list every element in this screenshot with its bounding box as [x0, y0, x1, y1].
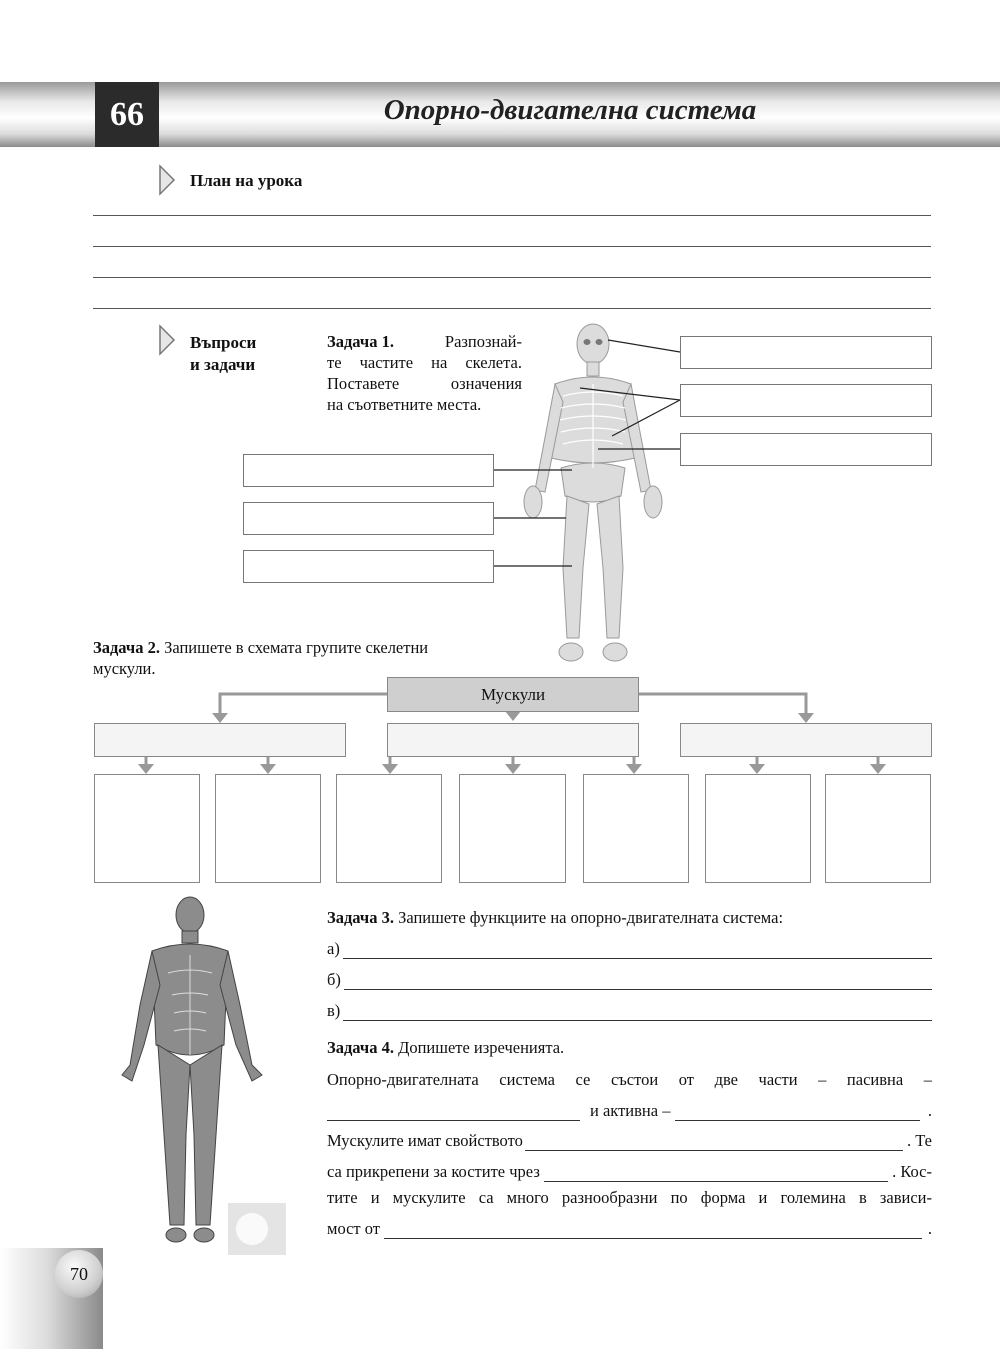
- plan-label: План на урока: [190, 171, 303, 190]
- task4-s1: Опорно-двигателната система се състои от две части – пасивна –: [327, 1070, 932, 1089]
- muscle-group-box-1[interactable]: [94, 723, 346, 757]
- page-title: Опорно-двигателна система: [383, 94, 757, 126]
- task3-item-a-answer-line[interactable]: [343, 944, 932, 959]
- task4-sentence-1: [327, 1069, 932, 1090]
- task3-item-c: [327, 1000, 932, 1021]
- muscle-group-box-3[interactable]: [680, 723, 932, 757]
- task3-title: Задача 3.: [327, 908, 394, 927]
- task4-period-2: .: [927, 1219, 932, 1238]
- task4-active-answer-line[interactable]: [675, 1106, 919, 1121]
- muscle-sub-box-1[interactable]: [94, 774, 200, 883]
- page-number: [55, 1250, 103, 1298]
- muscular-figure-illustration: [112, 895, 287, 1255]
- task4-s6: . Кос-: [892, 1162, 932, 1181]
- task4-s8: мост от: [327, 1219, 381, 1238]
- muscle-sub-box-7[interactable]: [825, 774, 931, 883]
- task2-line1: Запишете в схемата групите скелетни: [164, 638, 429, 657]
- muscle-sub-box-6[interactable]: [705, 774, 811, 883]
- task4-text: Допишете изреченията.: [398, 1038, 565, 1057]
- task4-line-2: [327, 1100, 932, 1121]
- task4-line-5: [327, 1187, 932, 1208]
- task4-s3: Мускулите имат свойството: [327, 1131, 523, 1150]
- task1-line4: на съответните места.: [327, 395, 482, 414]
- task4-s4: . Те: [906, 1131, 932, 1150]
- muscle-root-label: Мускули: [480, 684, 546, 704]
- page-number-text: 70: [70, 1263, 88, 1284]
- task1-line3: Поставете означения: [327, 374, 522, 393]
- task4-heading: [327, 1037, 932, 1058]
- questions-label-line2: и задачи: [190, 355, 256, 374]
- task4-s2: и активна –: [590, 1101, 671, 1120]
- task1-title: Задача 1.: [327, 332, 394, 351]
- task1-line1: Разпознай-: [444, 332, 522, 351]
- skeleton-label-box-left-1[interactable]: [243, 454, 494, 487]
- task4-passive-answer-line[interactable]: [327, 1106, 580, 1121]
- muscle-sub-box-5[interactable]: [583, 774, 689, 883]
- task3-item-b: [327, 969, 932, 990]
- lesson-number: 66: [95, 82, 159, 147]
- task3-item-a: [327, 938, 932, 959]
- task4-title: Задача 4.: [327, 1038, 394, 1057]
- muscle-group-box-2[interactable]: [387, 723, 639, 757]
- task4-attachment-answer-line[interactable]: [544, 1167, 888, 1182]
- task4-property-answer-line[interactable]: [525, 1136, 903, 1151]
- skeleton-label-box-left-2[interactable]: [243, 502, 494, 535]
- task4-dependency-answer-line[interactable]: [384, 1224, 922, 1239]
- task4-line-3: [327, 1130, 932, 1151]
- task3-item-c-answer-line[interactable]: [343, 1006, 932, 1021]
- task4-s7: тите и мускулите са много разнообразни по форма и големина в зависи-: [327, 1188, 932, 1207]
- task4-line-4: [327, 1161, 932, 1182]
- task4-period-1: .: [927, 1101, 932, 1120]
- task3-item-b-label: б): [327, 970, 341, 989]
- task2-line2: мускули.: [93, 659, 156, 678]
- task4-line-6: [327, 1218, 932, 1239]
- task3-item-c-label: в): [327, 1001, 341, 1020]
- task2-title: Задача 2.: [93, 638, 160, 657]
- skeleton-label-box-left-3[interactable]: [243, 550, 494, 583]
- task3-item-b-answer-line[interactable]: [344, 975, 932, 990]
- task3-heading: [327, 907, 937, 928]
- skeleton-label-box-right-3[interactable]: [680, 433, 932, 466]
- muscle-sub-box-4[interactable]: [459, 774, 566, 883]
- questions-label-line1: Въпроси: [190, 333, 257, 352]
- skeleton-label-box-right-1[interactable]: [680, 336, 932, 369]
- task4-s5: са прикрепени за костите чрез: [327, 1162, 540, 1181]
- task3-item-a-label: а): [327, 939, 340, 958]
- muscle-sub-box-2[interactable]: [215, 774, 321, 883]
- skeleton-label-box-right-2[interactable]: [680, 384, 932, 417]
- muscle-root-box: [387, 677, 639, 712]
- task1-line2: те частите на скелета.: [327, 353, 522, 372]
- task3-text: Запишете функциите на опорно-двигателната система:: [398, 908, 784, 927]
- muscle-sub-box-3[interactable]: [336, 774, 442, 883]
